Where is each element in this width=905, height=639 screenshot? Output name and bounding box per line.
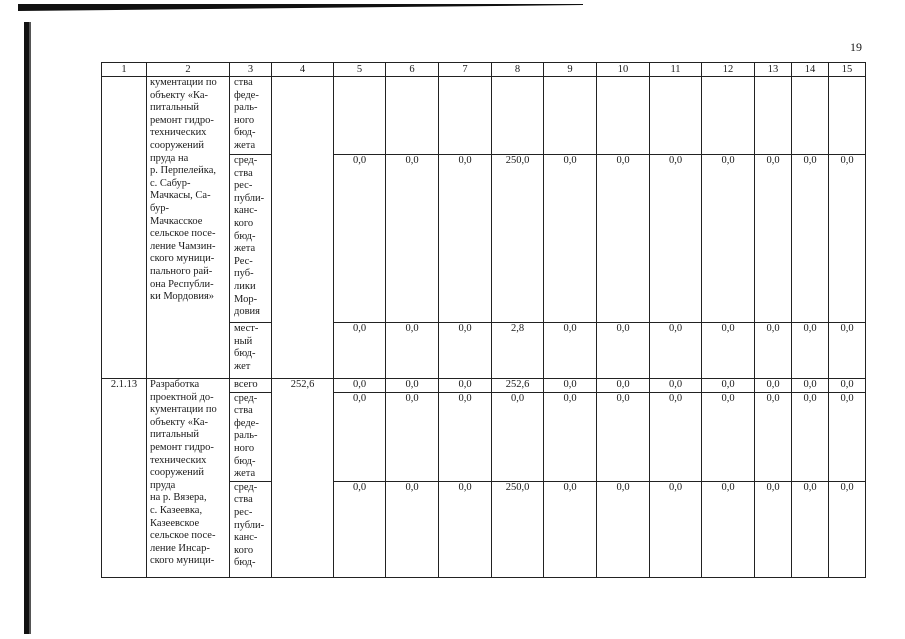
value-cell xyxy=(702,77,755,155)
value-cell: 0,0 xyxy=(702,323,755,379)
funding-source-text-line: всего xyxy=(234,379,258,390)
funding-source xyxy=(230,481,272,577)
value-cell: 0,0 xyxy=(792,379,829,393)
value-cell: 0,0 xyxy=(792,323,829,379)
measure-description-text-line: ского муници- xyxy=(150,555,215,567)
column-header-8: 8 xyxy=(492,63,544,77)
table-body xyxy=(102,77,866,578)
column-header-10: 10 xyxy=(597,63,650,77)
funding-source-text-line: канс- xyxy=(234,205,258,217)
value-cell: 0,0 xyxy=(829,155,866,323)
value-cell: 0,0 xyxy=(334,379,386,393)
funding-source xyxy=(230,379,272,393)
value-cell: 0,0 xyxy=(755,155,792,323)
column-header-3: 3 xyxy=(230,63,272,77)
value-cell: 0,0 xyxy=(439,155,492,323)
value-cell: 0,0 xyxy=(792,392,829,481)
value-cell: 0,0 xyxy=(334,481,386,577)
value-cell xyxy=(792,77,829,155)
funding-source-text-line: ства xyxy=(234,494,253,506)
funding-source xyxy=(230,323,272,379)
value-cell: 0,0 xyxy=(544,481,597,577)
funding-source-text-line: публи- xyxy=(234,192,265,204)
measure-description-text xyxy=(150,77,226,304)
measure-description-text-line: бур- xyxy=(150,202,169,214)
funding-source xyxy=(230,155,272,323)
funding-source-text-line: раль- xyxy=(234,102,258,114)
measure-description-text-line: р. Перпелейка, xyxy=(150,165,217,177)
table-row xyxy=(102,379,866,393)
value-cell: 0,0 xyxy=(829,379,866,393)
column-header-5: 5 xyxy=(334,63,386,77)
value-cell: 0,0 xyxy=(755,392,792,481)
funding-source-text xyxy=(234,379,269,392)
scan-edge-top xyxy=(18,4,583,11)
value-cell: 0,0 xyxy=(386,481,439,577)
measure-description-text-line: с. Казеевка, xyxy=(150,504,203,516)
measure-description-text-line: объекту «Ка- xyxy=(150,89,208,101)
value-cell xyxy=(597,77,650,155)
value-cell: 0,0 xyxy=(386,392,439,481)
measure-description-text-line: технических xyxy=(150,127,207,139)
measure-description-text-line: питальный xyxy=(150,429,200,441)
value-cell: 0,0 xyxy=(702,379,755,393)
column-header-6: 6 xyxy=(386,63,439,77)
funding-source-text xyxy=(234,482,269,570)
funding-source-text-line: сред- xyxy=(234,392,258,404)
value-cell: 0,0 xyxy=(386,323,439,379)
value-cell: 0,0 xyxy=(702,392,755,481)
measure-description-text-line: сельское посе- xyxy=(150,530,216,542)
value-cell: 0,0 xyxy=(650,481,702,577)
funding-source-text xyxy=(234,323,269,373)
funding-source-text-line: ства xyxy=(234,167,253,179)
funding-source-text xyxy=(234,155,269,319)
value-cell: 0,0 xyxy=(650,323,702,379)
value-cell: 0,0 xyxy=(650,392,702,481)
funding-source-text-line: бюд- xyxy=(234,557,256,569)
value-cell: 0,0 xyxy=(597,392,650,481)
column-header-11: 11 xyxy=(650,63,702,77)
funding-source-text-line: лики xyxy=(234,280,256,292)
measure-description-text-line: она Республи- xyxy=(150,278,214,290)
scan-edge-left-inner xyxy=(29,22,31,634)
row-id: 2.1.13 xyxy=(102,379,147,578)
measure-description-text-line: ского муници- xyxy=(150,253,215,265)
measure-description-text-line: ки Мордовия» xyxy=(150,291,215,303)
value-cell: 0,0 xyxy=(334,323,386,379)
value-cell: 2,8 xyxy=(492,323,544,379)
value-cell xyxy=(829,77,866,155)
measure-description-text-line: Мачкасское xyxy=(150,215,203,227)
value-cell: 0,0 xyxy=(334,155,386,323)
value-cell: 250,0 xyxy=(492,155,544,323)
measure-description-text-line: питальный xyxy=(150,102,200,114)
value-cell: 0,0 xyxy=(597,379,650,393)
value-cell: 0,0 xyxy=(650,379,702,393)
total-amount xyxy=(272,77,334,379)
funding-source-text-line: бюд- xyxy=(234,455,256,467)
funding-source-text-line: жет xyxy=(234,360,251,372)
column-header-9: 9 xyxy=(544,63,597,77)
measure-description-text-line: сооружений xyxy=(150,467,205,479)
value-cell: 0,0 xyxy=(755,481,792,577)
funding-source-text-line: ства xyxy=(234,405,253,417)
value-cell: 0,0 xyxy=(544,323,597,379)
funding-source-text-line: Рес- xyxy=(234,255,253,267)
value-cell: 0,0 xyxy=(386,155,439,323)
value-cell xyxy=(650,77,702,155)
column-header-2: 2 xyxy=(147,63,230,77)
funding-source-text-line: ный xyxy=(234,335,253,347)
value-cell: 0,0 xyxy=(792,155,829,323)
value-cell: 0,0 xyxy=(755,379,792,393)
budget-table xyxy=(101,62,866,578)
value-cell: 0,0 xyxy=(650,155,702,323)
value-cell xyxy=(334,77,386,155)
column-header-15: 15 xyxy=(829,63,866,77)
funding-source xyxy=(230,77,272,155)
value-cell: 0,0 xyxy=(792,481,829,577)
value-cell: 0,0 xyxy=(439,379,492,393)
measure-description-text-line: пального рай- xyxy=(150,265,213,277)
measure-description xyxy=(147,379,230,578)
value-cell: 0,0 xyxy=(334,392,386,481)
funding-source-text-line: бюд- xyxy=(234,230,256,242)
funding-source-text-line: сред- xyxy=(234,155,258,166)
value-cell: 0,0 xyxy=(829,481,866,577)
funding-source-text-line: раль- xyxy=(234,430,258,442)
funding-source-text-line: жета xyxy=(234,243,256,255)
value-cell: 0,0 xyxy=(544,392,597,481)
value-cell: 0,0 xyxy=(702,155,755,323)
funding-source-text-line: жета xyxy=(234,139,256,151)
value-cell: 0,0 xyxy=(439,323,492,379)
value-cell: 0,0 xyxy=(386,379,439,393)
funding-source-text-line: жета xyxy=(234,468,256,480)
measure-description-text-line: Мачкасы, Са- xyxy=(150,190,211,202)
measure-description-text-line: ление Инсар- xyxy=(150,542,210,554)
measure-description-text-line: технических xyxy=(150,454,207,466)
measure-description-text-line: сооружений xyxy=(150,139,205,151)
funding-source-text-line: феде- xyxy=(234,89,259,101)
value-cell xyxy=(386,77,439,155)
funding-source-text-line: кого xyxy=(234,544,254,556)
funding-source-text-line: феде- xyxy=(234,417,259,429)
measure-description-text-line: ремонт гидро- xyxy=(150,441,214,453)
funding-source-text-line: рес- xyxy=(234,506,253,518)
total-amount: 252,6 xyxy=(272,379,334,578)
value-cell xyxy=(755,77,792,155)
value-cell: 0,0 xyxy=(544,155,597,323)
value-cell xyxy=(439,77,492,155)
table-row xyxy=(102,77,866,155)
value-cell: 0,0 xyxy=(439,392,492,481)
page-number: 19 xyxy=(850,40,862,54)
measure-description-text-line: с. Сабур- xyxy=(150,177,191,189)
value-cell: 0,0 xyxy=(439,481,492,577)
column-header-7: 7 xyxy=(439,63,492,77)
column-header-4: 4 xyxy=(272,63,334,77)
value-cell: 0,0 xyxy=(829,392,866,481)
measure-description-text-line: объекту «Ка- xyxy=(150,416,208,428)
funding-source-text-line: канс- xyxy=(234,532,258,544)
measure-description-text-line: пруда xyxy=(150,479,176,491)
measure-description-text-line: кументации по xyxy=(150,77,217,88)
value-cell xyxy=(492,77,544,155)
funding-source-text-line: ного xyxy=(234,114,255,126)
column-header-1: 1 xyxy=(102,63,147,77)
value-cell: 0,0 xyxy=(597,323,650,379)
value-cell: 0,0 xyxy=(702,481,755,577)
measure-description-text-line: проектной до- xyxy=(150,391,214,403)
column-header-13: 13 xyxy=(755,63,792,77)
value-cell xyxy=(544,77,597,155)
value-cell: 0,0 xyxy=(492,392,544,481)
measure-description-text-line: пруда на xyxy=(150,152,189,164)
funding-source-text-line: довия xyxy=(234,306,260,318)
row-id xyxy=(102,77,147,379)
column-header-12: 12 xyxy=(702,63,755,77)
value-cell: 0,0 xyxy=(544,379,597,393)
funding-source-text-line: пуб- xyxy=(234,268,254,280)
funding-source-text-line: бюд- xyxy=(234,348,256,360)
value-cell: 250,0 xyxy=(492,481,544,577)
measure-description xyxy=(147,77,230,379)
funding-source-text-line: ства xyxy=(234,77,253,88)
value-cell: 0,0 xyxy=(597,155,650,323)
measure-description-text-line: ремонт гидро- xyxy=(150,114,214,126)
column-header-14: 14 xyxy=(792,63,829,77)
funding-source-text xyxy=(234,77,269,153)
value-cell: 0,0 xyxy=(597,481,650,577)
funding-source-text-line: ного xyxy=(234,442,255,454)
funding-source-text xyxy=(234,393,269,481)
value-cell: 0,0 xyxy=(829,323,866,379)
measure-description-text xyxy=(150,379,226,568)
measure-description-text-line: кументации по xyxy=(150,404,217,416)
value-cell: 252,6 xyxy=(492,379,544,393)
measure-description-text-line: ление Чамзин- xyxy=(150,240,216,252)
measure-description-text-line: Казеевское xyxy=(150,517,200,529)
funding-source-text-line: сред- xyxy=(234,481,258,493)
value-cell: 0,0 xyxy=(755,323,792,379)
funding-source xyxy=(230,392,272,481)
funding-source-text-line: публи- xyxy=(234,519,265,531)
measure-description-text-line: Разработка xyxy=(150,379,200,390)
header-row xyxy=(102,63,866,77)
funding-source-text-line: бюд- xyxy=(234,127,256,139)
funding-source-text-line: мест- xyxy=(234,323,259,334)
funding-source-text-line: Мор- xyxy=(234,293,258,305)
measure-description-text-line: на р. Вязера, xyxy=(150,492,207,504)
funding-source-text-line: рес- xyxy=(234,180,253,192)
measure-description-text-line: сельское посе- xyxy=(150,228,216,240)
funding-source-text-line: кого xyxy=(234,217,254,229)
